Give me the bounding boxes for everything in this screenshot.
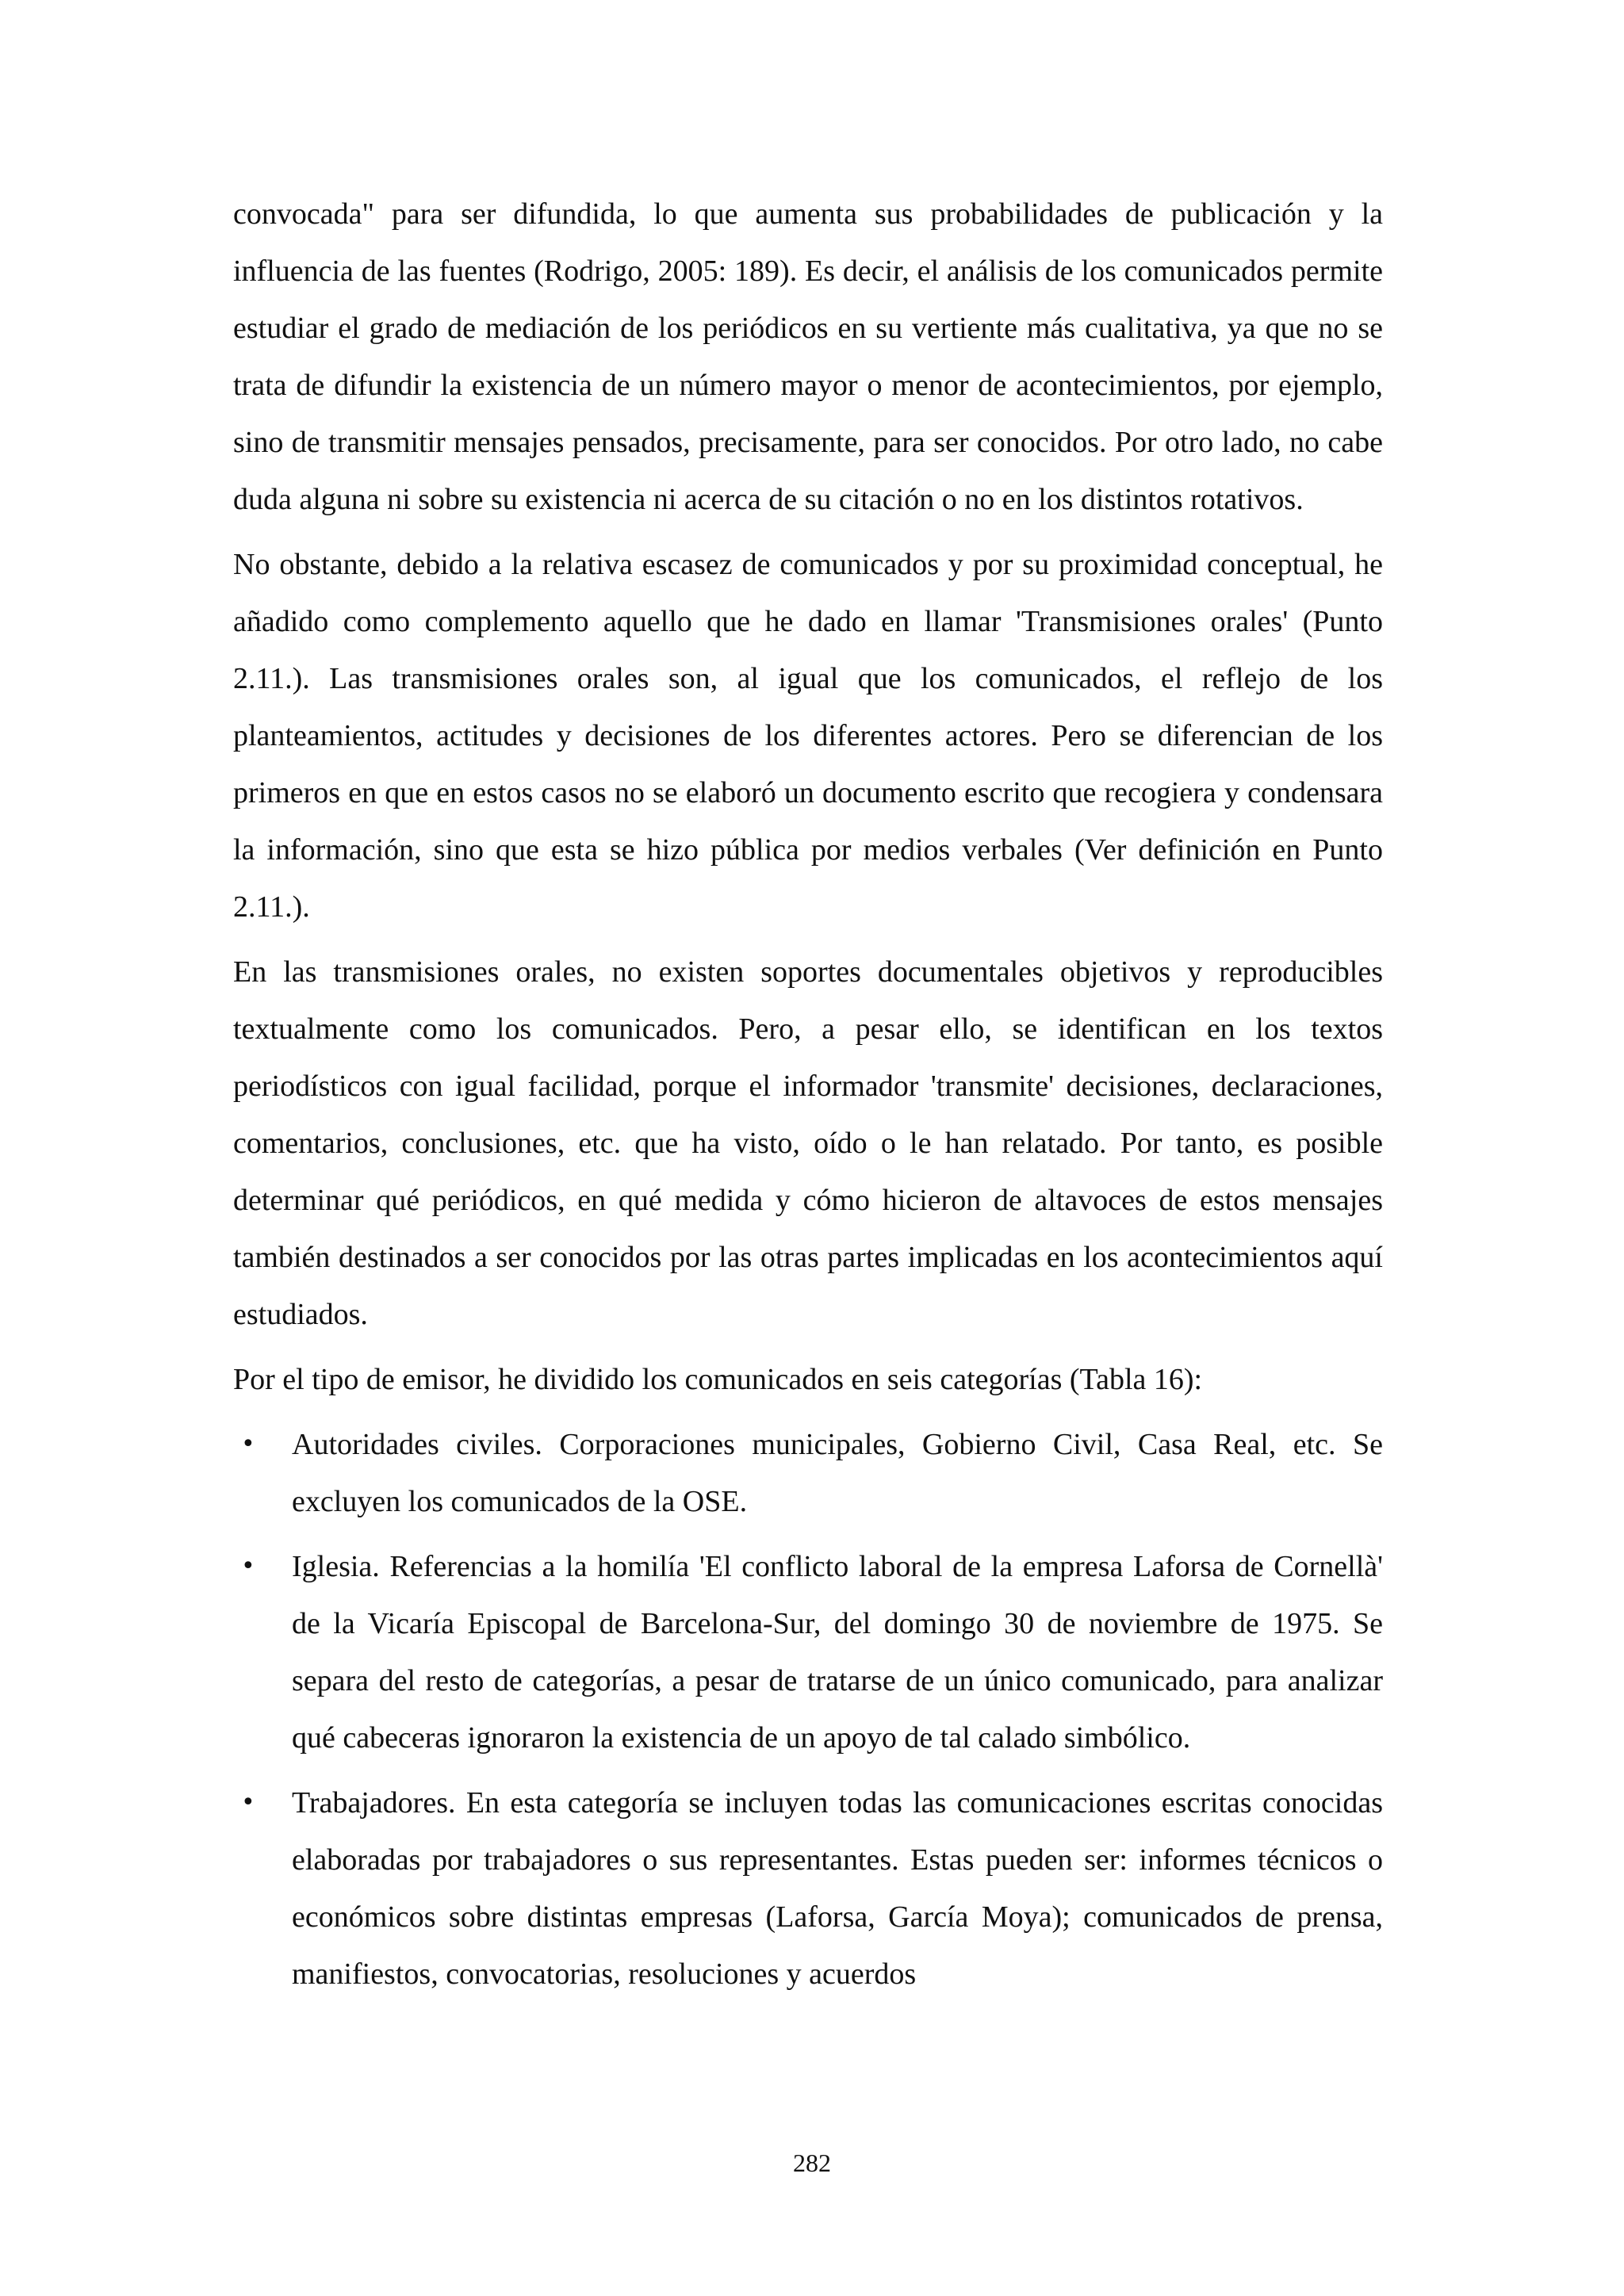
- bullet-icon: •: [241, 1430, 255, 1458]
- categories-list: [233, 1416, 1383, 2003]
- bullet-icon: •: [241, 1552, 255, 1580]
- paragraph-categorias-intro: Por el tipo de emisor, he dividido los comunicados en seis categorías (Tabla 16):: [233, 1363, 1203, 1396]
- page-number: 282: [793, 2149, 831, 2177]
- list-item: [233, 1416, 1383, 1530]
- paragraph-continuation: convocada" para ser difundida, lo que aumenta sus probabilidades de publicación y la influencia de las fuentes (Rodrigo, 2005: 189). Es decir, el análisis de los comunicados permite estudiar el grado de mediación de los periódicos en su vertiente más cualitativa, ya que no se trata de difundir la existencia de un número mayor o menor de acontecimientos, por ejemplo, sino de transmitir mensajes pensados, precisamente, para ser conocidos. Por otro lado, no cabe duda alguna ni sobre su existencia ni acerca de su citación o no en los distintos rotativos.: [233, 197, 1383, 516]
- body-text: [233, 186, 1383, 2011]
- paragraph-transmisiones-intro: No obstante, debido a la relativa escasez de comunicados y por su proximidad conceptual, he añadido como complemento aquello que he dado en llamar 'Transmisiones orales' (Punto 2.11.). Las transmisiones orales son, al igual que los comunicados, el reflejo de los planteamientos, actitudes y decisiones de los diferentes actores. Pero se diferencian de los primeros en que en estos casos no se elaboró un documento escrito que recogiera y condensara la información, sino que esta se hizo pública por medios verbales (Ver definición en Punto 2.11.).: [233, 548, 1383, 924]
- list-item-text: Iglesia. Referencias a la homilía 'El conflicto laboral de la empresa Laforsa de Cornellà' de la Vicaría Episcopal de Barcelona-Sur, del domingo 30 de noviembre de 1975. Se separa del resto de categorías, a pesar de tratarse de un único comunicado, para analizar qué cabeceras ignoraron la existencia de un apoyo de tal calado simbólico.: [292, 1550, 1383, 1755]
- bullet-icon: •: [241, 1789, 255, 1816]
- list-item: [233, 1774, 1383, 2003]
- list-item: [233, 1538, 1383, 1766]
- list-item-text: Autoridades civiles. Corporaciones municipales, Gobierno Civil, Casa Real, etc. Se excluyen los comunicados de la OSE.: [292, 1428, 1383, 1518]
- paragraph-transmisiones-orales: En las transmisiones orales, no existen soportes documentales objetivos y reproducibles textualmente como los comunicados. Pero, a pesar ello, se identifican en los textos periodísticos con igual facilidad, porque el informador 'transmite' decisiones, declaraciones, comentarios, conclusiones, etc. que ha visto, oído o le han relatado. Por tanto, es posible determinar qué periódicos, en qué medida y cómo hicieron de altavoces de estos mensajes también destinados a ser conocidos por las otras partes implicadas en los acontecimientos aquí estudiados.: [233, 955, 1383, 1331]
- list-item-text: Trabajadores. En esta categoría se incluyen todas las comunicaciones escritas conocidas elaboradas por trabajadores o sus representantes. Estas pueden ser: informes técnicos o económicos sobre distintas empresas (Laforsa, García Moya); comunicados de prensa, manifiestos, convocatorias, resoluciones y acuerdos: [292, 1786, 1383, 1991]
